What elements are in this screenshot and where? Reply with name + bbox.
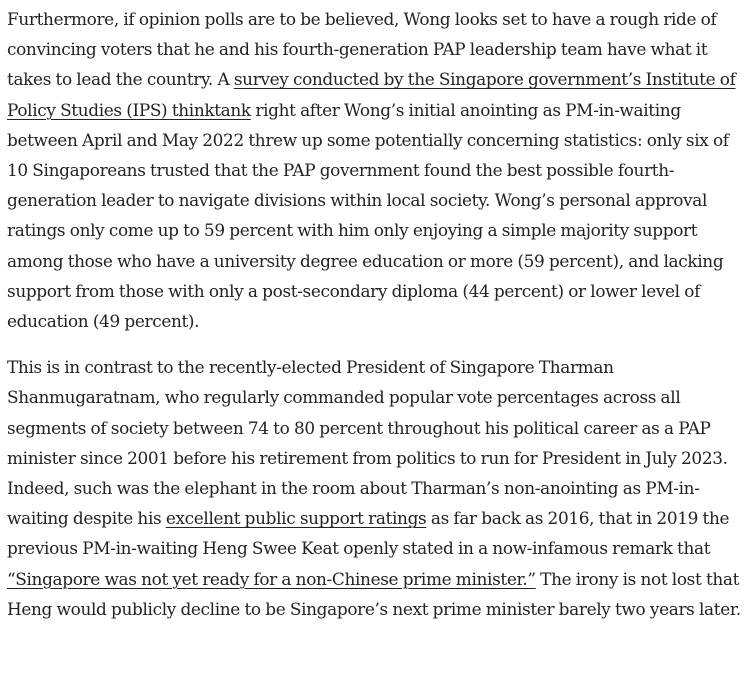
paragraph-2-text-1: This is in contrast to the recently-elected President of Singapore Tharman Shanmugaratnam, who regularly commanded popular vote percentages across all segments of society between 74 to 80 percent throughout his political career as a PAP minister since 2001 before his retirement from politics to run for President in July 2023. Indeed, such was the elephant in the room about Tharman’s non-anointing as PM-in-waiting despite his	[7, 357, 728, 529]
paragraph-2-text-3: The irony is not lost that Heng would publicly decline to be Singapore’s next prime minister barely two years later.	[7, 568, 741, 619]
paragraph-1-text-1: Furthermore, if opinion polls are to be believed, Wong looks set to have a rough ride of convincing voters that he and his fourth-generation PAP leadership team have what it takes to lead the country. A	[7, 9, 717, 90]
paragraph-2	[7, 352, 743, 624]
paragraph-1	[7, 4, 743, 336]
heng-quote-link[interactable]: “Singapore was not yet ready for a non-Chinese prime minister.”	[7, 568, 536, 589]
paragraph-1-text-2: right after Wong’s initial anointing as PM-in-waiting between April and May 2022 threw up some potentially concerning statistics: only six of 10 Singaporeans trusted that the PAP government found the best possible fourth-generation leader to navigate divisions within local society. Wong’s personal approval ratings only come up to 59 percent with him only enjoying a simple majority support among those who have a university degree education or more (59 percent), and lacking support from those with only a post-secondary diploma (44 percent) or lower level of education (49 percent).	[7, 99, 729, 332]
paragraph-2-text-2: as far back as 2016, that in 2019 the previous PM-in-waiting Heng Swee Keat openly stated in a now-infamous remark that	[7, 508, 730, 559]
support-ratings-link[interactable]: excellent public support ratings	[165, 508, 427, 529]
ips-survey-link[interactable]: survey conducted by the Singapore government’s Institute of Policy Studies (IPS) thinktank	[7, 69, 736, 120]
article-body	[7, 4, 743, 640]
